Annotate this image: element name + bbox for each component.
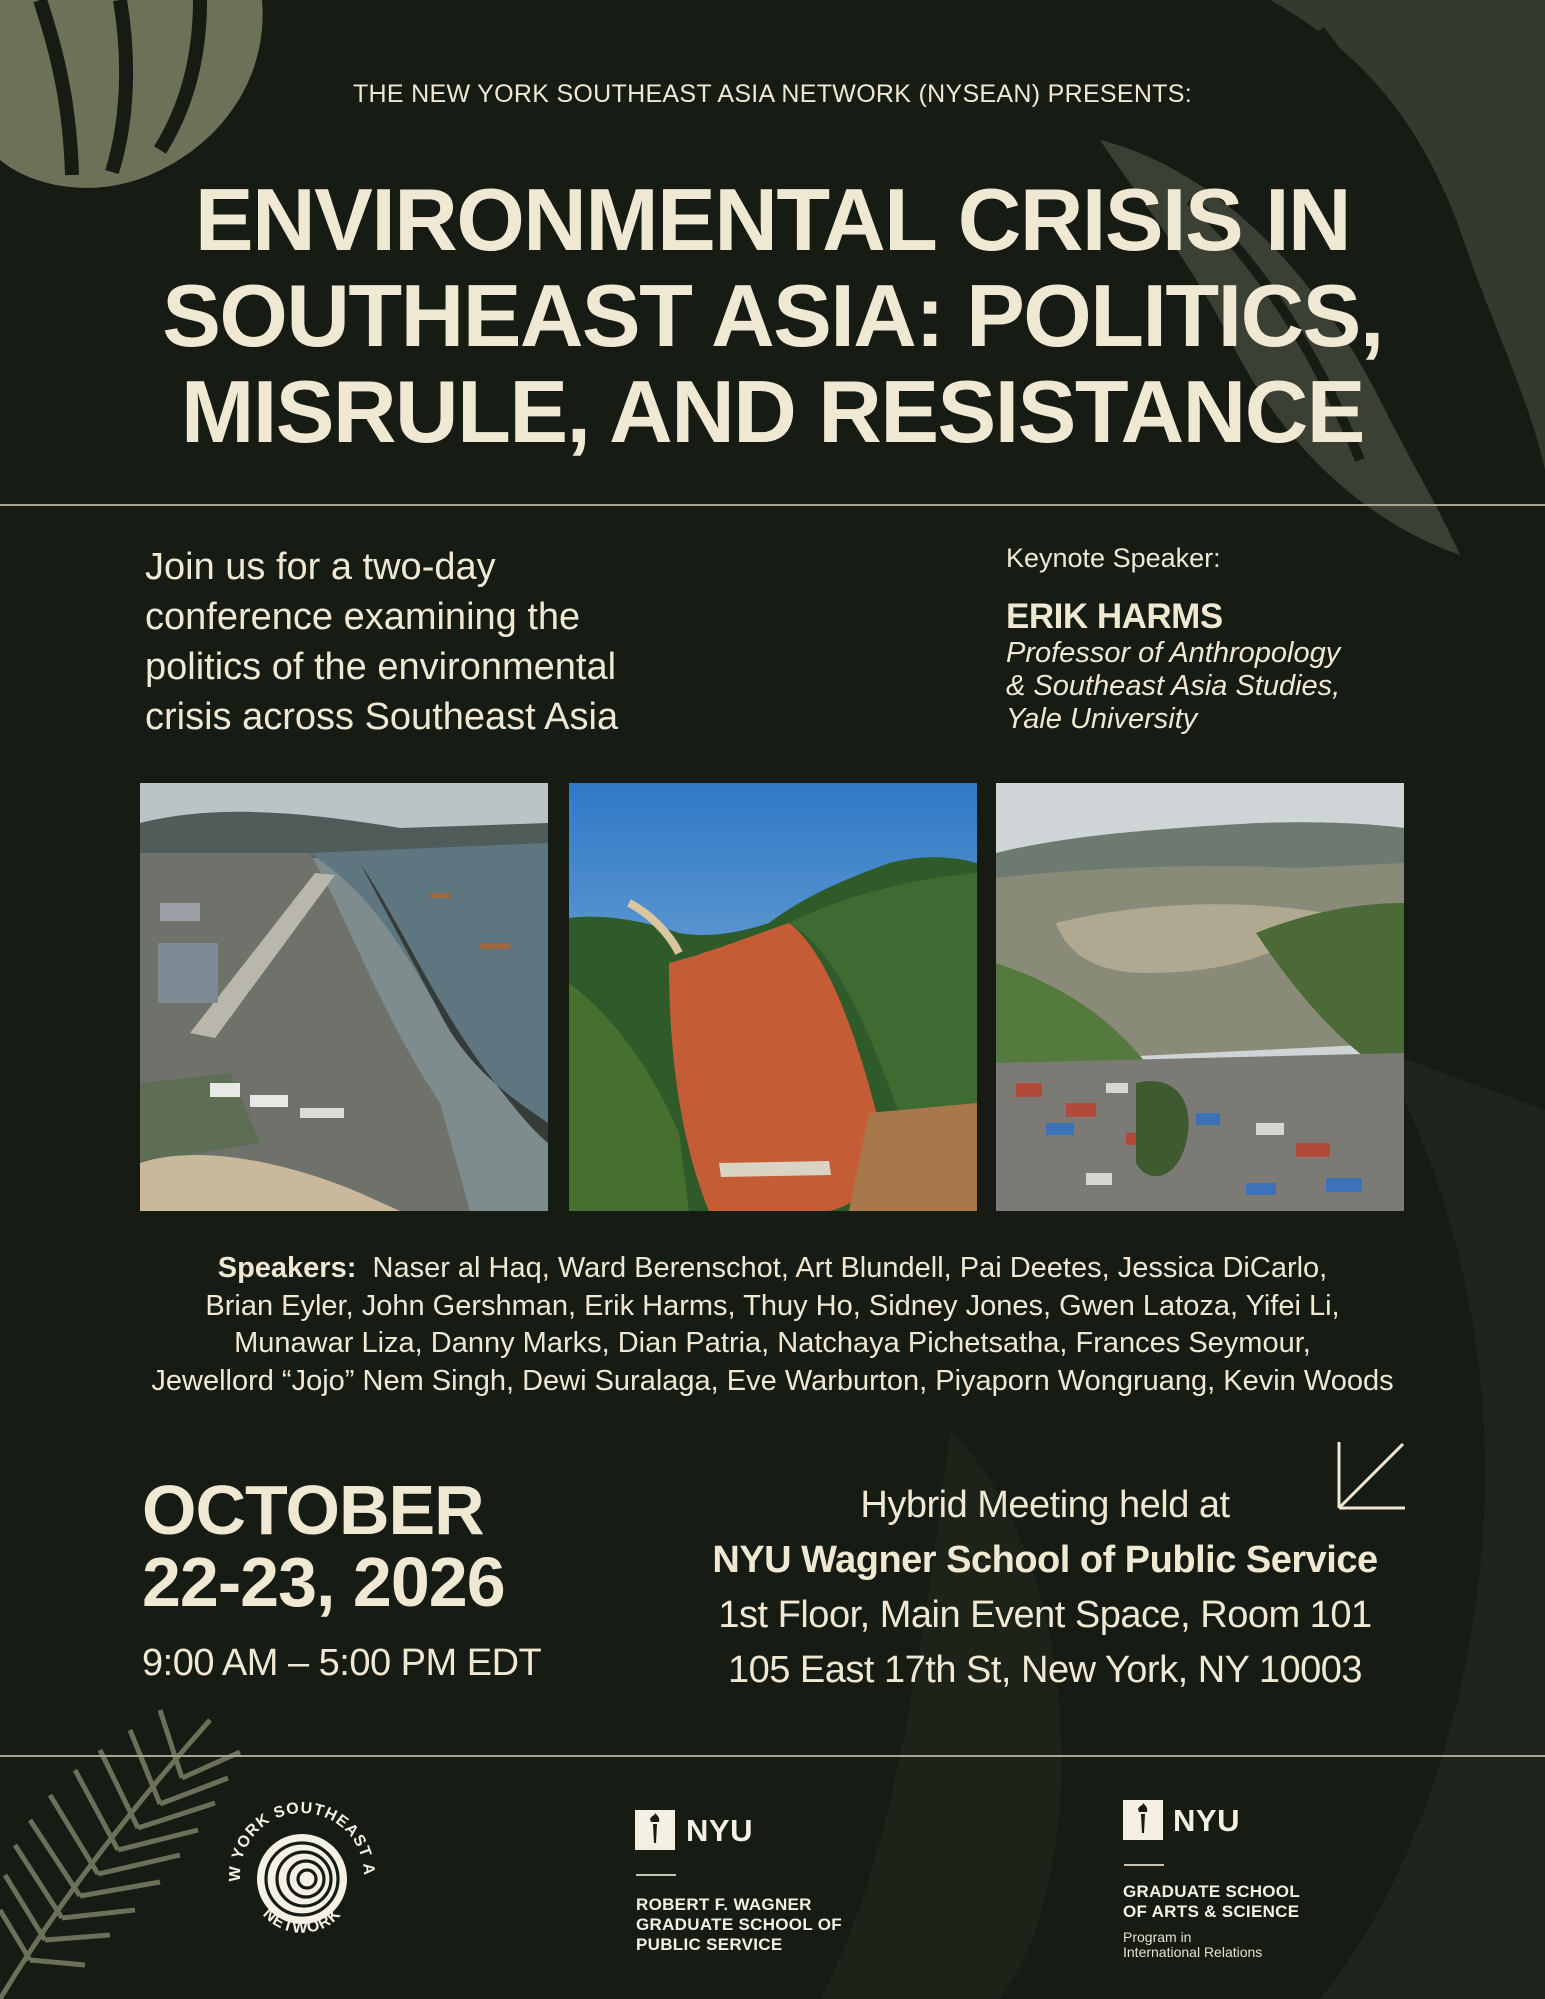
torch-icon bbox=[1123, 1800, 1163, 1840]
title-line: ENVIRONMENTAL CRISIS IN bbox=[194, 170, 1351, 269]
logo-dash bbox=[1124, 1864, 1164, 1866]
spiral-icon bbox=[222, 1795, 382, 1955]
nysean-ring-text: W YORK SOUTHEAST A bbox=[226, 1799, 378, 1882]
nyu-wordmark: NYU bbox=[1173, 1803, 1240, 1838]
photo-mining-valley bbox=[996, 783, 1404, 1211]
wagner-line: PUBLIC SERVICE bbox=[636, 1935, 783, 1954]
intro-text bbox=[145, 542, 745, 742]
gsas-line: OF ARTS & SCIENCE bbox=[1123, 1902, 1300, 1921]
gsas-line: GRADUATE SCHOOL bbox=[1123, 1882, 1301, 1901]
gsas-school-name bbox=[1123, 1882, 1300, 1922]
keynote-name: ERIK HARMS bbox=[1006, 597, 1223, 636]
torch-icon bbox=[635, 1810, 675, 1850]
keynote-role-line: & Southeast Asia Studies, bbox=[1006, 670, 1341, 702]
wagner-line: GRADUATE SCHOOL OF bbox=[636, 1915, 842, 1934]
gsas-program bbox=[1123, 1930, 1262, 1960]
title-line: SOUTHEAST ASIA: POLITICS, bbox=[162, 266, 1383, 365]
speakers-line: Munawar Liza, Danny Marks, Dian Patria, Natchaya Pichetsatha, Frances Seymour, bbox=[234, 1327, 1311, 1359]
speakers-line: Brian Eyler, John Gershman, Erik Harms, Thuy Ho, Sidney Jones, Gwen Latoza, Yifei Li, bbox=[205, 1289, 1340, 1322]
wagner-school-name bbox=[636, 1895, 842, 1955]
venue-name: NYU Wagner School of Public Service bbox=[712, 1539, 1378, 1581]
photo-coastal-airstrip bbox=[140, 783, 548, 1211]
speakers-line bbox=[0, 1250, 1545, 1288]
logo-dash bbox=[636, 1874, 676, 1876]
venue-intro: Hybrid Meeting held at bbox=[860, 1484, 1230, 1526]
speakers-list bbox=[0, 1250, 1545, 1400]
speakers-line: Jewellord “Jojo” Nem Singh, Dewi Suralaga, Eve Warburton, Piyaporn Wongruang, Kevin Woods bbox=[151, 1364, 1394, 1397]
intro-line: Join us for a two-day bbox=[145, 546, 496, 588]
program-line: International Relations bbox=[1123, 1944, 1263, 1960]
page-title bbox=[0, 172, 1545, 460]
divider-bottom bbox=[0, 1755, 1545, 1757]
keynote-role-line: Yale University bbox=[1006, 703, 1198, 735]
speakers-label: Speakers: bbox=[217, 1252, 357, 1284]
palm-frond-bottom-left bbox=[0, 1660, 250, 1999]
venue-address: 105 East 17th St, New York, NY 10003 bbox=[727, 1649, 1363, 1691]
venue-block bbox=[660, 1478, 1430, 1698]
keynote-label: Keynote Speaker: bbox=[1006, 543, 1221, 573]
nysean-logo bbox=[222, 1795, 382, 1955]
intro-line: politics of the environmental bbox=[145, 646, 617, 688]
keynote-role-line: Professor of Anthropology bbox=[1006, 637, 1341, 669]
title-line: MISRULE, AND RESISTANCE bbox=[181, 362, 1364, 461]
nyu-wordmark: NYU bbox=[686, 1813, 753, 1848]
intro-line: conference examining the bbox=[145, 596, 581, 638]
event-date bbox=[142, 1471, 505, 1621]
intro-line: crisis across Southeast Asia bbox=[145, 696, 619, 738]
program-line: Program in bbox=[1123, 1929, 1192, 1945]
divider-top bbox=[0, 504, 1545, 506]
nysean-ring-bottom: NETWORK bbox=[259, 1905, 345, 1937]
event-time: 9:00 AM – 5:00 PM EDT bbox=[142, 1642, 542, 1684]
speakers-names: Naser al Haq, Ward Berenschot, Art Blundell, Pai Deetes, Jessica DiCarlo, bbox=[372, 1252, 1328, 1284]
date-month: OCTOBER bbox=[142, 1471, 484, 1549]
keynote-block bbox=[1006, 543, 1426, 736]
venue-room: 1st Floor, Main Event Space, Room 101 bbox=[718, 1594, 1372, 1636]
presenter-line: THE NEW YORK SOUTHEAST ASIA NETWORK (NYSEAN) PRESENTS: bbox=[352, 80, 1193, 108]
wagner-line: ROBERT F. WAGNER bbox=[636, 1895, 812, 1914]
photo-landslide-hill bbox=[569, 783, 977, 1211]
date-days: 22-23, 2026 bbox=[142, 1543, 505, 1621]
